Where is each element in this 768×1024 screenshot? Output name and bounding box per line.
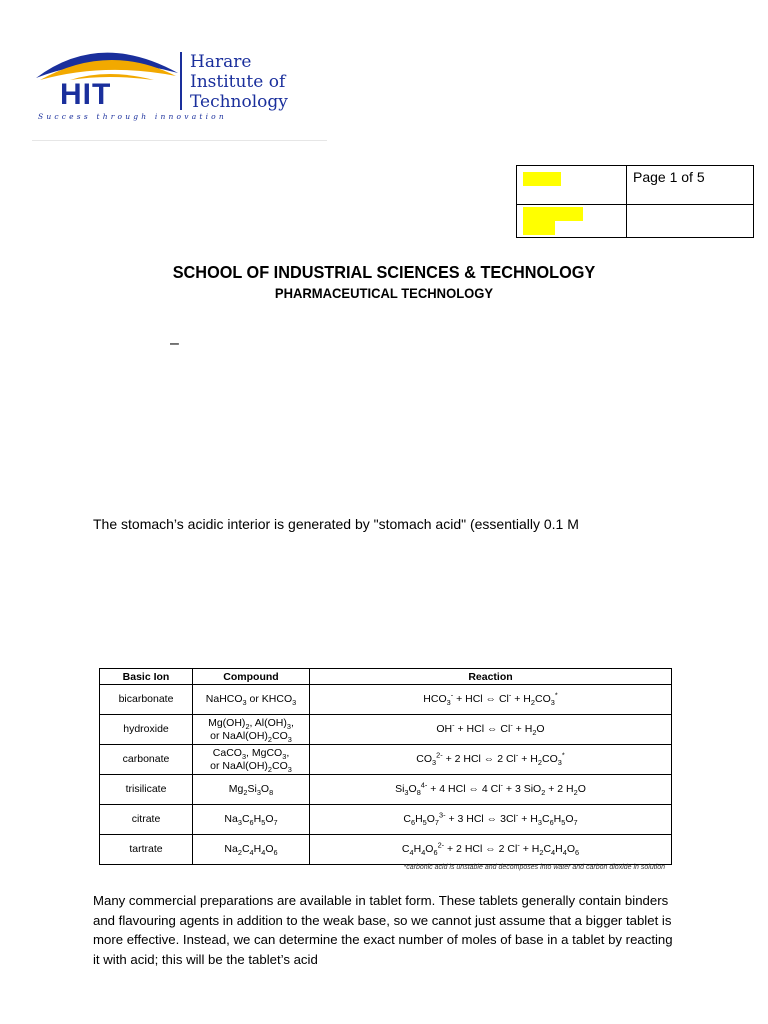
logo-text: HIT <box>60 78 112 111</box>
cell-reaction: OH- + HCl ⇔ $Cl^- + H_2O$ <box>310 715 672 745</box>
cell-compound: $Na_3C_6H_5O_7$ <box>193 805 310 835</box>
antacid-reaction-table <box>99 668 672 865</box>
intro-paragraph: The stomach’s acidic interior is generated by "stomach acid" (essentially 0.1 M <box>93 516 579 532</box>
header-reaction: Reaction <box>310 669 672 685</box>
cell-reaction: $C_4H_4O_6^{2-} + 2$ HCl ⇔ 2 $Cl^- + H_2C_4H_4O_6$ <box>310 835 672 865</box>
table-row <box>100 805 672 835</box>
cell-reaction: $CO_3^{2-} + 2$ HCl ⇔ 2 $Cl^- + H_2CO_3^*$ <box>310 745 672 775</box>
table-row <box>100 685 672 715</box>
highlight-cell-2 <box>517 204 627 237</box>
header-divider <box>32 140 327 141</box>
cell-basic-ion: trisilicate <box>100 775 193 805</box>
cell-basic-ion: carbonate <box>100 745 193 775</box>
cell-reaction: $HCO_3^-$ + HCl ⇔ $Cl^- + H_2CO_3^*$ <box>310 685 672 715</box>
highlight-cell-1 <box>517 166 627 205</box>
cell-compound: $Na_2C_4H_4O_6$ <box>193 835 310 865</box>
cell-reaction: $Si_3O_8^{4-} + 4$ HCl ⇔ 4 Cl- + 3 SiO$_2$ + 2 $H_2O$ <box>310 775 672 805</box>
header-basic-ion: Basic Ion <box>100 669 193 685</box>
logo-tagline: Success through innovation <box>38 112 227 121</box>
cell-reaction: $C_6H_5O_7^{3-} + 3$ HCl ⇔ $3Cl^- + H_3C_6H_5O_7$ <box>310 805 672 835</box>
cell-basic-ion: tartrate <box>100 835 193 865</box>
cell-compound: $Mg_2Si_3O_8$ <box>193 775 310 805</box>
page-info-box <box>516 165 754 238</box>
cell-basic-ion: bicarbonate <box>100 685 193 715</box>
cell-compound: NaHCO$_3$ or $KHCO_3$ <box>193 685 310 715</box>
table-footnote: *carbonic acid is unstable and decomposes into water and carbon dioxide in solution <box>403 864 665 871</box>
dash-mark: – <box>170 335 179 352</box>
page-number: Page 1 of 5 <box>633 169 705 185</box>
table-row <box>100 715 672 745</box>
header-compound: Compound <box>193 669 310 685</box>
empty-cell <box>627 204 754 237</box>
school-heading: SCHOOL OF INDUSTRIAL SCIENCES & TECHNOLOGY <box>172 262 596 282</box>
programme-heading: PHARMACEUTICAL TECHNOLOGY <box>274 285 494 301</box>
table-header-row <box>100 669 672 685</box>
institute-name-line3: Technology <box>190 92 288 112</box>
cell-compound: CaCO$_3$, MgCO$_3$, or $NaAl(OH)_2CO_3$ <box>193 745 310 775</box>
institute-name-line1: Harare <box>190 52 252 72</box>
page-number-cell <box>627 166 754 205</box>
table-row <box>100 775 672 805</box>
cell-basic-ion: hydroxide <box>100 715 193 745</box>
cell-compound: $Mg(OH)_2$, $Al(OH)_3$, or $NaAl(OH)_2CO_3$ <box>193 715 310 745</box>
cell-basic-ion: citrate <box>100 805 193 835</box>
table-row <box>100 745 672 775</box>
institute-name-line2: Institute of <box>190 72 286 92</box>
table-row <box>100 835 672 865</box>
closing-paragraph: Many commercial preparations are available in tablet form. These tablets generally contain binders and flavouring agents in addition to the weak base, so we cannot just assume that a bigger tablet is more effective. Instead, we can determine the exact number of moles of base in a tablet by reacting it with acid; this will be the tablet’s acid <box>93 893 673 967</box>
